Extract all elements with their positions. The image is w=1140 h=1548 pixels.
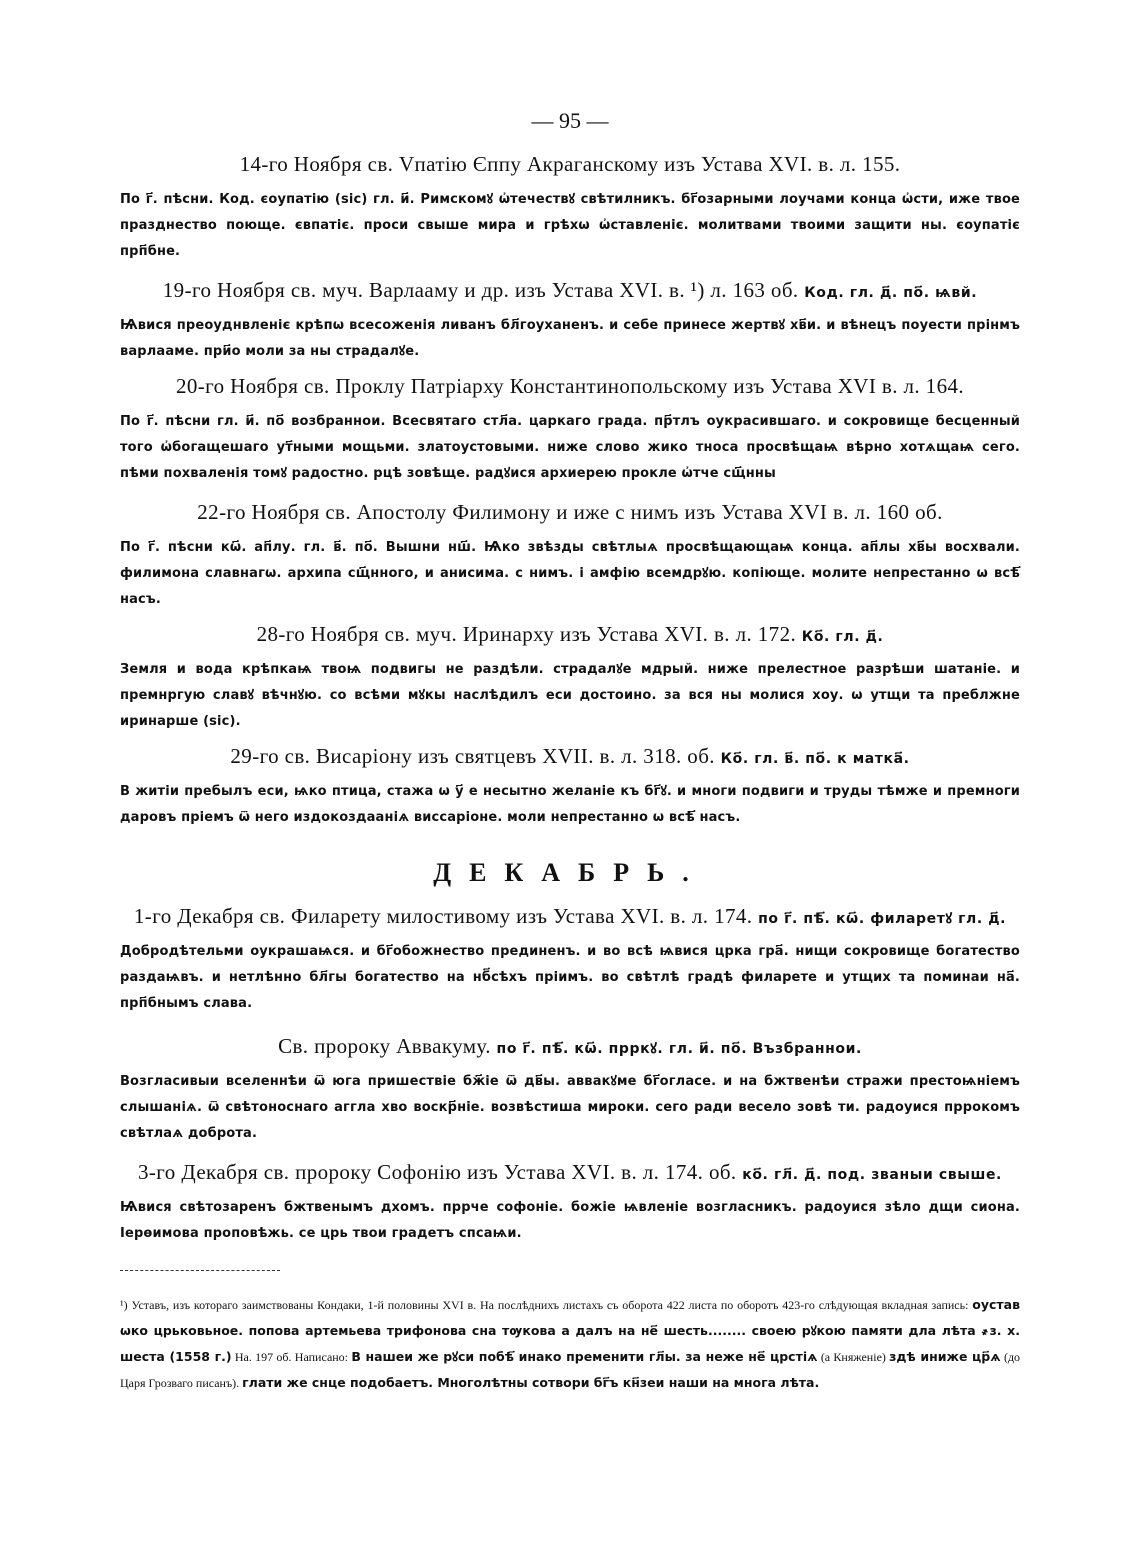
entry-heading bbox=[120, 904, 1020, 929]
footnote-divider bbox=[120, 1270, 280, 1271]
entry-heading bbox=[120, 500, 1020, 525]
month-heading: ДЕКАБРЬ. bbox=[433, 858, 707, 887]
page-number: — 95 — bbox=[531, 108, 609, 133]
entry-filaret bbox=[120, 904, 1020, 1017]
entry-heading-text: 22-го Ноября св. Апостолу Филимону и иже с нимъ изъ Устава XVI в. л. 160 об. bbox=[197, 500, 943, 524]
footnote-text: ¹) Уставъ, изъ котораго заимствованы Кондаки, 1-й половины XVI в. На послѣднихъ листахъ съ оборота 422 листа по оборотъ 423-го слѣдующая вкладная запись: bbox=[120, 1298, 969, 1312]
entry-text: Добродѣтельми оукрашаѩся. и бг҃обожнество прединенъ. и во всѣ ѩвися црка гра҃. нищи сокровище богатество раздаѩвъ. и нетлѣнно бл҃гы богатество на нб҃сѣхъ пріимъ. во свѣтлѣ градѣ филарете и утщих та поминаи на҃. прп҃бнымъ слава. bbox=[120, 944, 1020, 1011]
entry-varlaam bbox=[120, 278, 1020, 365]
footnote-church-text: здѣ иниже цр҃ѧ bbox=[889, 1349, 1001, 1364]
footnote-text: (а Княженіе) bbox=[820, 1350, 886, 1364]
footnote-church-text: В нашеи же рꙋси побѣ҃ инако пременити гл҃ы. за неже не҃ црстіѧ bbox=[351, 1349, 818, 1364]
footnote-text: На. 197 об. Написано: bbox=[234, 1350, 349, 1364]
entry-avvakum bbox=[120, 1034, 1020, 1147]
footnote-church-text: оустав ѡко црьковьное. попова артемьева трифонова сна тѹкова а далъ на не҃ шесть........ своею рꙋкою памяти дла лѣта ҂з. х. шеста (1558 г.) bbox=[120, 1297, 1020, 1364]
entry-heading bbox=[120, 1160, 1020, 1185]
entry-heading-text: Св. пророку Аввакуму. bbox=[278, 1034, 491, 1058]
entry-proklu bbox=[120, 374, 1020, 487]
entry-text: Земля и вода крѣпкаѩ твоѩ подвигы не раздѣли. страдалꙋе мдрый. ниже прелестное разрѣши шатаніе. и премнргую славꙋ вѣчнꙋю. со всѣми мꙋкы наслѣдилъ еси достоино. за вся ны молися хоу. ѡ утщи та преблжне иринарше (sic). bbox=[120, 662, 1020, 729]
entry-heading-text: 29-го св. Висаріону изъ святцевъ XVII. в. л. 318. об. bbox=[230, 744, 715, 768]
entry-heading bbox=[120, 622, 1020, 647]
entry-heading-text: 14-го Ноября св. Vпатію Єппу Акраганскому изъ Устава XVI. в. л. 155. bbox=[239, 152, 901, 176]
entry-heading-church: Ко҃. гл. д҃. bbox=[801, 629, 884, 645]
entry-text: Ѩвися свѣтозаренъ бжтвенымъ дхомъ. пррче софоніе. божіе ѩвленіе возгласникъ. радоуися зѣло дщи сиона. Іерѳимова проповѣжь. се црь твои градетъ спсаѩи. bbox=[120, 1200, 1020, 1241]
entry-heading-text: 20-го Ноября св. Проклу Патріарху Константинопольскому изъ Устава XVI в. л. 164. bbox=[175, 374, 965, 398]
entry-heading bbox=[120, 278, 1020, 303]
entry-heading-text: 3-го Декабря св. пророку Софонію изъ Устава XVI. в. л. 174. об. bbox=[138, 1160, 737, 1184]
entry-heading bbox=[120, 374, 1020, 399]
footnote-church-text: глати же снце подобаетъ. Многолѣтны сотвори бг҃ъ кн҃зеи наши на многа лѣта. bbox=[242, 1375, 820, 1390]
entry-text: По г҃. пѣсни кѡ҃. ап҃лу. гл. в҃. по҃. Вышни нш҃. Ѩко звѣзды свѣтлыѧ просвѣщающаѩ конца. ап҃лы хв҃ы восхвали. филимона славнагѡ. архипа сщ҃нного, и анисима. с нимъ. і амфію всемдрꙋю. копіюще. молите непрестанно ѡ всѣ҃ насъ. bbox=[120, 540, 1020, 607]
entry-text: По г҃. пѣсни гл. и҃. по҃ возбраннои. Всесвятаго стл҃а. царкаго града. пр҃тлъ оукрасившаго. и сокровище бесценный того ѡ҆богащешаго ут҃ными мощьми. златоустовыми. ниже слово жико тноса просвѣщаѩ вѣрно хотѧщаѩ сего. пѣми похваленія томꙋ радостно. рцѣ зовѣще. радꙋися архиерею прокле ѡ҆тче сщ҃нны bbox=[120, 414, 1020, 481]
entry-heading bbox=[120, 744, 1020, 769]
entry-heading bbox=[120, 1034, 1020, 1059]
entry-heading-church: по г҃. пѣ҃. кѡ҃. прркꙋ. гл. и҃. по҃. Възбраннои. bbox=[496, 1041, 862, 1057]
entry-heading bbox=[120, 152, 1020, 177]
entry-visarion bbox=[120, 744, 1020, 831]
entry-text: По г҃. пѣсни. Код. єоупатію (sic) гл. и҃. Римскомꙋ ѡ҆течествꙋ свѣтилникъ. бг҃озарными лоучами конца ѡ҆сти, иже твое празднество поюще. євпатіє. проси свыше мира и грѣхѡ ѡ҆ставленіє. молитвами твоими защити ны. єоупатіє прп҃бне. bbox=[120, 192, 1020, 259]
entry-heading-church: Ко҃. гл. в҃. по҃. к матка҃. bbox=[720, 751, 910, 767]
entry-heading-church: ко҃. гл҃. д҃. под. званыи свыше. bbox=[742, 1167, 1002, 1183]
entry-irinarh bbox=[120, 622, 1020, 735]
entry-text: Ѩвися преоуднвленіє крѣпѡ всесоженія ливанъ бл҃гоуханенъ. и себе принесе жертвꙋ хв҃и. и вѣнецъ поуести прінмъ варлааме. при҃о моли за ны страдалꙋе. bbox=[120, 318, 1020, 359]
entry-sofoniy bbox=[120, 1160, 1020, 1247]
entry-heading-church: по г҃. пѣ҃. кѡ҃. филаретꙋ гл. д҃. bbox=[758, 911, 1007, 927]
entry-heading-text: 1-го Декабря св. Филарету милостивому изъ Устава XVI. в. л. 174. bbox=[133, 904, 753, 928]
footnote-text: (до Царя Грозваго писанъ). bbox=[120, 1350, 1021, 1390]
entry-heading-text: 19-го Ноября св. муч. Варлааму и др. изъ Устава XVI. в. ¹) л. 163 об. bbox=[162, 278, 799, 302]
entry-upatiy bbox=[120, 152, 1020, 265]
entry-text: В житіи пребылъ еси, ѩко птица, стажа ѡ у҃ е несытно желаніе къ бг҃ꙋ. и многи подвиги и труды тѣмже и премноги даровъ пріемъ ѿ него издокоздааніѧ виссаріоне. моли непрестанно ѡ всѣ҃ насъ. bbox=[120, 784, 1020, 825]
entry-filimon bbox=[120, 500, 1020, 613]
entry-heading-church: Код. гл. д҃. по҃. ѩвй. bbox=[804, 285, 978, 301]
entry-heading-text: 28-го Ноября св. муч. Иринарху изъ Устава XVI. в. л. 172. bbox=[256, 622, 797, 646]
entry-text: Возгласивыи вселеннѣи ѿ юга пришествіе бж҃іе ѿ дв҃ы. аввакꙋме бг҃огласе. и на бжтвенѣи стражи престоѩніемъ слышаніѧ. ѿ свѣтоноснаго аггла хво воскр҃ніе. возвѣстиша мироки. сего ради весело зовѣ ти. радоуися пррокомъ свѣтлаѧ доброта. bbox=[120, 1074, 1020, 1141]
footnote bbox=[120, 1292, 1020, 1396]
